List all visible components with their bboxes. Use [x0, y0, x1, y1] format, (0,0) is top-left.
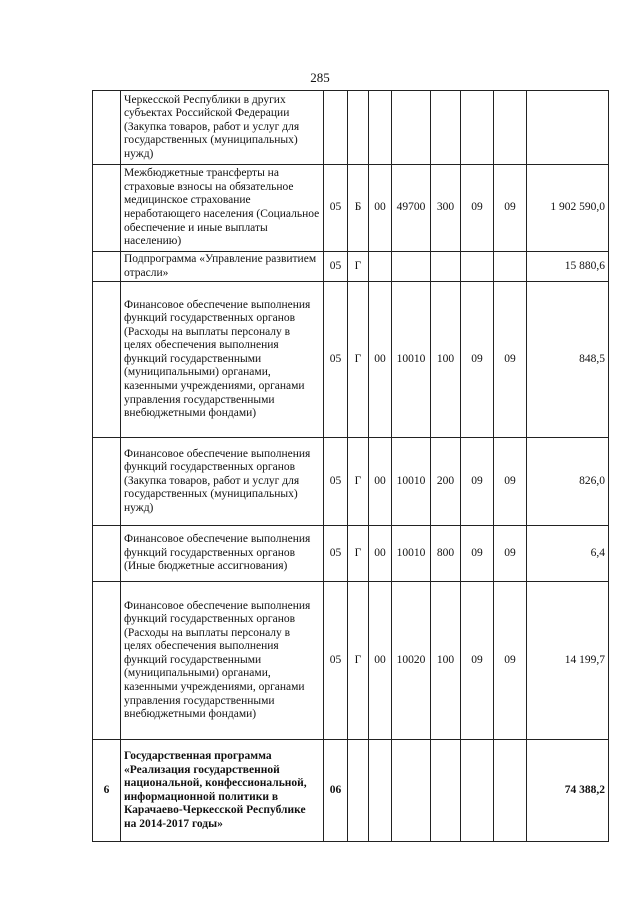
code-subprogram: Г	[348, 282, 369, 438]
row-number	[93, 582, 121, 740]
code-division	[461, 252, 494, 282]
row-number: 6	[93, 740, 121, 842]
code-section: 05	[324, 282, 348, 438]
table-row	[93, 91, 609, 165]
code-section: 05	[324, 438, 348, 526]
table-row	[93, 740, 609, 842]
code-section	[324, 91, 348, 165]
code-expense-type: 100	[431, 282, 461, 438]
code-event: 00	[369, 165, 392, 252]
row-amount: 14 199,7	[527, 582, 609, 740]
code-event: 00	[369, 582, 392, 740]
row-name: Финансовое обеспечение выполнения функций государственных органов (Иные бюджетные ассигнования)	[121, 526, 324, 582]
code-subdivision: 09	[494, 438, 527, 526]
code-expense-type	[431, 740, 461, 842]
code-subprogram: Г	[348, 438, 369, 526]
code-section: 05	[324, 165, 348, 252]
row-number	[93, 165, 121, 252]
code-direction: 49700	[392, 165, 431, 252]
code-subdivision	[494, 91, 527, 165]
code-section: 05	[324, 526, 348, 582]
row-amount: 1 902 590,0	[527, 165, 609, 252]
budget-table	[92, 90, 609, 842]
table-row	[93, 165, 609, 252]
row-number	[93, 438, 121, 526]
code-section: 05	[324, 252, 348, 282]
code-division	[461, 91, 494, 165]
code-expense-type	[431, 252, 461, 282]
code-division: 09	[461, 282, 494, 438]
code-subdivision	[494, 252, 527, 282]
code-subprogram	[348, 740, 369, 842]
code-section: 05	[324, 582, 348, 740]
code-event: 00	[369, 282, 392, 438]
code-event: 00	[369, 526, 392, 582]
row-amount: 826,0	[527, 438, 609, 526]
code-event	[369, 252, 392, 282]
code-subprogram	[348, 91, 369, 165]
code-direction	[392, 252, 431, 282]
code-subdivision: 09	[494, 282, 527, 438]
code-direction: 10020	[392, 582, 431, 740]
row-amount: 74 388,2	[527, 740, 609, 842]
code-subdivision: 09	[494, 165, 527, 252]
code-subprogram: Б	[348, 165, 369, 252]
table-row	[93, 282, 609, 438]
row-name: Государственная программа «Реализация государственной национальной, конфессиональной, информационной политики в Карачаево-Черкесской Республике на 2014-2017 годы»	[121, 740, 324, 842]
code-division: 09	[461, 165, 494, 252]
code-subdivision: 09	[494, 526, 527, 582]
row-amount: 15 880,6	[527, 252, 609, 282]
table-row	[93, 582, 609, 740]
row-name: Подпрограмма «Управление развитием отрасли»	[121, 252, 324, 282]
code-event	[369, 740, 392, 842]
table-row	[93, 438, 609, 526]
code-division	[461, 740, 494, 842]
row-name: Межбюджетные трансферты на страховые взносы на обязательное медицинское страхование неработающего населения (Социальное обеспечение и иные выплаты населению)	[121, 165, 324, 252]
row-number	[93, 282, 121, 438]
code-direction: 10010	[392, 438, 431, 526]
code-direction	[392, 91, 431, 165]
table-row	[93, 252, 609, 282]
code-subprogram: Г	[348, 582, 369, 740]
row-name: Финансовое обеспечение выполнения функций государственных органов (Расходы на выплаты персоналу в целях обеспечения выполнения функций государственными (муниципальными) органами, казенными учреждениями, органами управления государственными внебюджетными фондами)	[121, 282, 324, 438]
code-subprogram: Г	[348, 252, 369, 282]
row-number	[93, 526, 121, 582]
row-number	[93, 91, 121, 165]
code-expense-type	[431, 91, 461, 165]
page-number: 285	[310, 70, 330, 85]
row-name: Финансовое обеспечение выполнения функций государственных органов (Расходы на выплаты персоналу в целях обеспечения выполнения функций государственными (муниципальными) органами, казенными учреждениями, органами управления государственными внебюджетными фондами)	[121, 582, 324, 740]
row-amount: 6,4	[527, 526, 609, 582]
code-subprogram: Г	[348, 526, 369, 582]
code-expense-type: 100	[431, 582, 461, 740]
code-direction: 10010	[392, 282, 431, 438]
code-subdivision	[494, 740, 527, 842]
code-section: 06	[324, 740, 348, 842]
code-event	[369, 91, 392, 165]
table-row	[93, 526, 609, 582]
code-division: 09	[461, 582, 494, 740]
code-event: 00	[369, 438, 392, 526]
code-direction: 10010	[392, 526, 431, 582]
code-subdivision: 09	[494, 582, 527, 740]
code-division: 09	[461, 526, 494, 582]
row-number	[93, 252, 121, 282]
code-expense-type: 200	[431, 438, 461, 526]
row-name: Черкесской Республики в других субъектах Российской Федерации (Закупка товаров, работ и услуг для государственных (муниципальных) нужд)	[121, 91, 324, 165]
code-expense-type: 300	[431, 165, 461, 252]
code-direction	[392, 740, 431, 842]
row-amount	[527, 91, 609, 165]
row-name: Финансовое обеспечение выполнения функций государственных органов (Закупка товаров, работ и услуг для государственных (муниципальных) нужд)	[121, 438, 324, 526]
code-expense-type: 800	[431, 526, 461, 582]
row-amount: 848,5	[527, 282, 609, 438]
code-division: 09	[461, 438, 494, 526]
